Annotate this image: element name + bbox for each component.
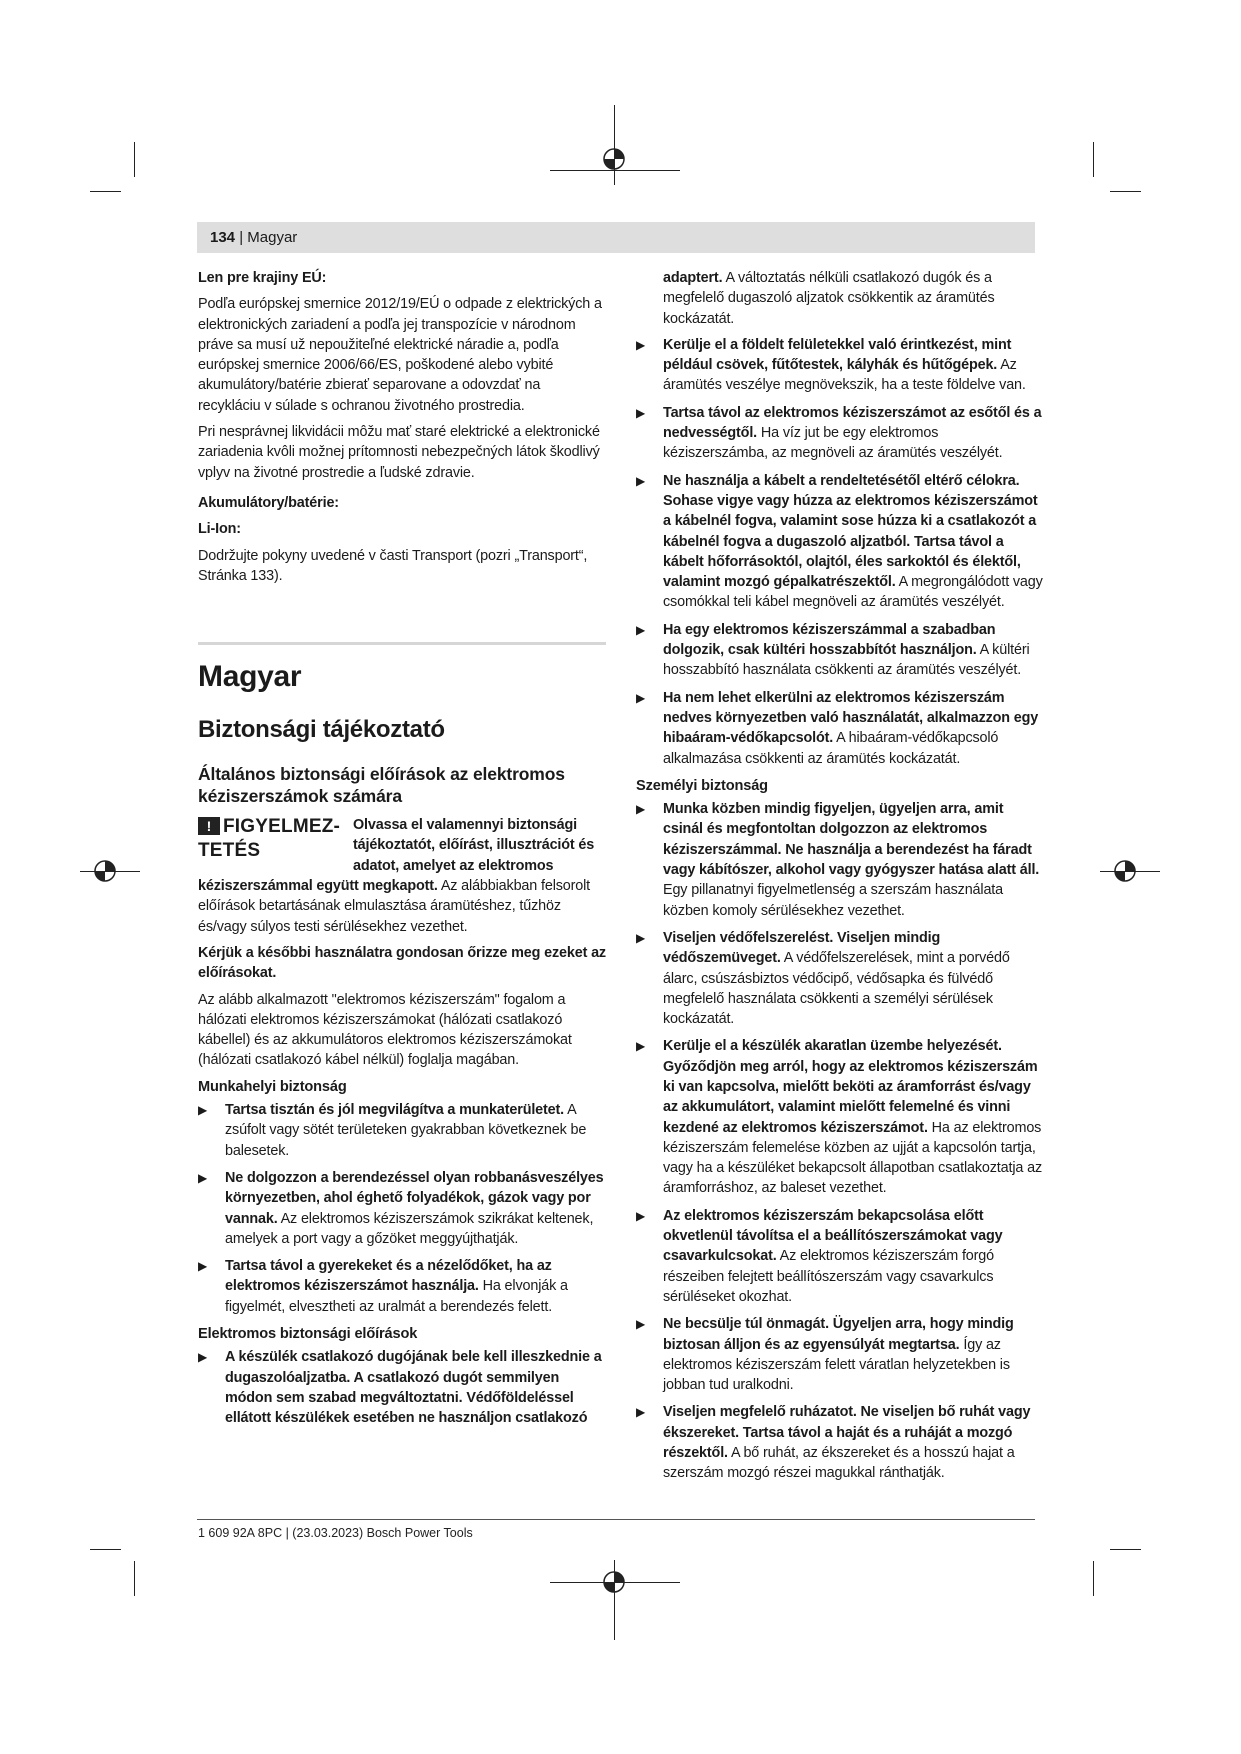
list-item: ▶ Ha egy elektromos kéziszerszámmal a szabadban dolgozik, csak kültéri hosszabbítót használjon. A kültéri hosszabbító használata csökkenti az áramütés veszélyét. — [636, 621, 1030, 679]
header-language: Magyar — [247, 229, 298, 246]
bullet-arrow-icon: ▶ — [636, 690, 646, 705]
eu-paragraph-1: Podľa európskej smernice 2012/19/EÚ o odpade z elektrických a elektronických zariadení a podľa jej transpozície v národnom práve sa musí už nepoužiteľné elektrické náradie a, podľa európskej smernice 2006/66/ES, poškodené alebo vybité akumulátory/batérie zbierať separovane a odovzdať na recykláciu v súlade s ochranou životného prostredia. — [198, 296, 602, 414]
bullet-arrow-icon: ▶ — [636, 930, 646, 945]
crop-mark — [134, 1561, 135, 1596]
bullet-arrow-icon: ▶ — [198, 1170, 208, 1185]
bullet-arrow-icon: ▶ — [198, 1350, 208, 1365]
bullet-arrow-icon: ▶ — [636, 1405, 646, 1420]
bullet-arrow-icon: ▶ — [636, 622, 646, 637]
crop-mark — [134, 142, 135, 177]
bullet-arrow-icon: ▶ — [636, 473, 646, 488]
list-item: ▶ Ne becsülje túl önmagát. Ügyeljen arra, hogy mindig biztosan álljon és az egyensúlyát megtartsa. Így az elektromos kéziszerszám felett váratlan helyzetekben is jobban tud uralkodni. — [636, 1316, 1014, 1394]
bullet-arrow-icon: ▶ — [636, 1317, 646, 1332]
crop-mark — [90, 1549, 121, 1550]
keep-instructions: Kérjük a későbbi használatra gondosan őrizze meg ezeket az előírásokat. — [198, 944, 606, 982]
list-item: ▶ Tartsa távol az elektromos kéziszerszámot az esőtől és a nedvességtől. Ha víz jut be egy elektromos kéziszerszámba, az megnöveli az áramütés veszélyét. — [636, 404, 1042, 462]
bullet-arrow-icon: ▶ — [636, 405, 646, 420]
bullet-arrow-icon: ▶ — [198, 1259, 208, 1274]
section-divider — [198, 642, 606, 645]
bullet-arrow-icon: ▶ — [636, 1208, 646, 1223]
crop-mark — [1093, 142, 1094, 177]
registration-line — [614, 105, 615, 185]
list-item: ▶ Tartsa távol a gyerekeket és a nézelődőket, ha az elektromos kéziszerszámot használja. Ha elvonják a figyelmét, elvesztheti az uralmát a berendezés felett. — [198, 1258, 568, 1315]
battery-heading: Akumulátory/batérie: — [198, 494, 339, 511]
crop-mark — [1110, 191, 1141, 192]
general-safety-heading: Általános biztonsági előírások az elektromos kéziszerszámok számára — [198, 764, 565, 807]
bullet-arrow-icon: ▶ — [636, 337, 646, 352]
left-column — [198, 268, 606, 1435]
warning-triangle-icon: ! — [198, 817, 220, 835]
right-column — [636, 268, 1045, 1491]
registration-target-icon — [602, 147, 626, 171]
footer-rule — [197, 1519, 1035, 1520]
eu-heading: Len pre krajiny EÚ: — [198, 270, 327, 286]
page-footer: 1 609 92A 8PC | (23.03.2023) Bosch Power Tools — [198, 1526, 473, 1540]
list-item: ▶ Kerülje el a készülék akaratlan üzembe helyezését. Győződjön meg arról, hogy az elektromos kéziszerszám ki van kapcsolva, mielőtt beköti az áramforrást és/vagy az akkumulátort, valamint mielőtt felemelné és vinni kezdené az elektromos kéziszerszámot. Ha az elektromos kéziszerszám felemelése közben az ujját a kapcsolón tartja, vagy ha a készüléket bekapcsolt állapotban csatlakoztatja az áramforráshoz, az baleset vezethet. — [636, 1038, 1042, 1197]
list-item: ▶ Ne használja a kábelt a rendeltetésétől eltérő célokra. Sohase vigye vagy húzza az elektromos kéziszerszámot a kábelnél fogva, valamint sose húzza ki a csatlakozót a kábelnél fogva a dugaszoló aljzatból. Tartsa távol a kábelt hőforrásoktól, olajtól, éles sarkoktól és élektől, valamint mozgó gépalkatrészektől. A megrongálódott vagy csomókkal teli kábel megnöveli az áramütés veszélyét. — [636, 472, 1043, 611]
personal-safety-heading: Személyi biztonság — [636, 777, 768, 794]
list-item: ▶ Viseljen megfelelő ruházatot. Ne viseljen bő ruhát vagy ékszereket. Tartsa távol a haját és a ruháját a mozgó részektől. A bő ruhát, az ékszereket és a hosszú hajat a szerszám mozgó részei magukkal ránthatják. — [636, 1404, 1031, 1482]
warning-block — [198, 815, 606, 876]
continued-paragraph: adaptert. A változtatás nélküli csatlakozó dugók és a megfelelő dugaszoló aljzatok csökkentik az áramütés kockázatát. — [663, 270, 995, 327]
list-item: ▶ Ha nem lehet elkerülni az elektromos kéziszerszám nedves környezetben való használatát, alkalmazzon egy hibaáram-védőkapcsolót. A hibaáram-védőkapcsoló alkalmazása csökkenti az áramütés kockázatát. — [636, 689, 1039, 767]
crop-mark — [1093, 1561, 1094, 1596]
eu-paragraph-2: Pri nesprávnej likvidácii môžu mať staré elektrické a elektronické zariadenia kvôli možnej prítomnosti nebezpečných látok škodlivý vplyv na životné prostredie a ľudské zdravie. — [198, 424, 600, 481]
term-definition: Az alább alkalmazott "elektromos kéziszerszám" fogalom a hálózati elektromos kéziszerszámokat (hálózati csatlakozó kábellel) és az akkumulátoros elektromos kéziszerszámokat (hálózati csatlakozó kábel nélkül) foglalja magában. — [198, 991, 572, 1069]
electrical-safety-heading: Elektromos biztonsági előírások — [198, 1325, 418, 1342]
crop-mark — [1110, 1549, 1141, 1550]
registration-target-icon — [1113, 859, 1137, 883]
section-title: Biztonsági tájékoztató — [198, 716, 445, 744]
page-number: 134 — [210, 229, 236, 246]
list-item: ▶ Az elektromos kéziszerszám bekapcsolása előtt okvetlenül távolítsa el a beállítószerszámokat vagy csavarkulcsokat. Az elektromos kéziszerszám forgó részeiben felejtett beállítószerszám vagy csavarkulcs sérüléseket okozhat. — [636, 1207, 1003, 1305]
list-item: ▶ A készülék csatlakozó dugójának bele kell illeszkednie a dugaszolóaljzatba. A csatlakozó dugót semmilyen módon sem szabad megváltoztatni. Védőföldeléssel ellátott készülékek esetében ne használjon csatlakozó — [198, 1349, 602, 1427]
bullet-arrow-icon: ▶ — [636, 802, 646, 817]
warning-label — [198, 815, 353, 876]
workplace-safety-heading: Munkahelyi biztonság — [198, 1078, 347, 1095]
list-item: ▶ Tartsa tisztán és jól megvilágítva a munkaterületet. A zsúfolt vagy sötét területeken gyakrabban következnek be balesetek. — [198, 1102, 587, 1159]
bullet-arrow-icon: ▶ — [636, 1039, 646, 1054]
registration-target-icon — [93, 859, 117, 883]
list-item: ▶ Munka közben mindig figyeljen, ügyeljen arra, amit csinál és megfontoltan dolgozzon az elektromos kéziszerszámmal. Ne használja a berendezést ha fáradt vagy kábítószer, alkohol vagy gyógyszer hatása alatt áll. Egy pillanatnyi figyelmetlenség a szerszám használata közben komoly sérülésekhez vezethet. — [636, 801, 1040, 919]
transport-paragraph: Dodržujte pokyny uvedené v časti Transport (pozri „Transport“, Stránka 133). — [198, 547, 588, 584]
list-item: ▶ Viseljen védőfelszerelést. Viseljen mindig védőszemüveget. A védőfelszerelések, mint a porvédő álarc, csúszásbiztos védőcipő, védősapka és fülvédő megfelelő használata csökkenti a személyi sérülések kockázatát. — [636, 929, 1010, 1028]
registration-target-icon — [602, 1570, 626, 1594]
bullet-arrow-icon: ▶ — [198, 1103, 208, 1118]
page-header — [197, 222, 1035, 253]
crop-mark — [90, 191, 121, 192]
page-title: Magyar — [198, 660, 302, 694]
list-item: ▶ Kerülje el a földelt felületekkel való érintkezést, mint például csövek, fűtőtestek, kályhák és hűtőgépek. Az áramütés veszélye megnövekszik, ha a teste földelve van. — [636, 336, 1026, 394]
warning-lead-text: Olvassa el valamennyi biztonsági tájékoztatót, előírást, illusztrációt és adatot, amelyet az elektromos — [353, 817, 595, 874]
warning-continuation: kéziszerszámmal együtt megkapott. Az alábbiakban felsorolt előírások betartásának elmulasztása áramütéshez, tűzhöz és/vagy súlyos testi sérülésekhez vezethet. — [198, 878, 591, 935]
warning-word: FIGYELMEZ- TETÉS — [198, 816, 341, 862]
list-item: ▶ Ne dolgozzon a berendezéssel olyan robbanásveszélyes környezetben, ahol éghető folyadékok, gázok vagy por vannak. Az elektromos kéziszerszámok szikrákat keltenek, amelyek a port vagy a gőzöket meggyújthatják. — [198, 1169, 604, 1247]
liion-heading: Li-Ion: — [198, 521, 241, 538]
header-separator: | — [239, 229, 244, 246]
